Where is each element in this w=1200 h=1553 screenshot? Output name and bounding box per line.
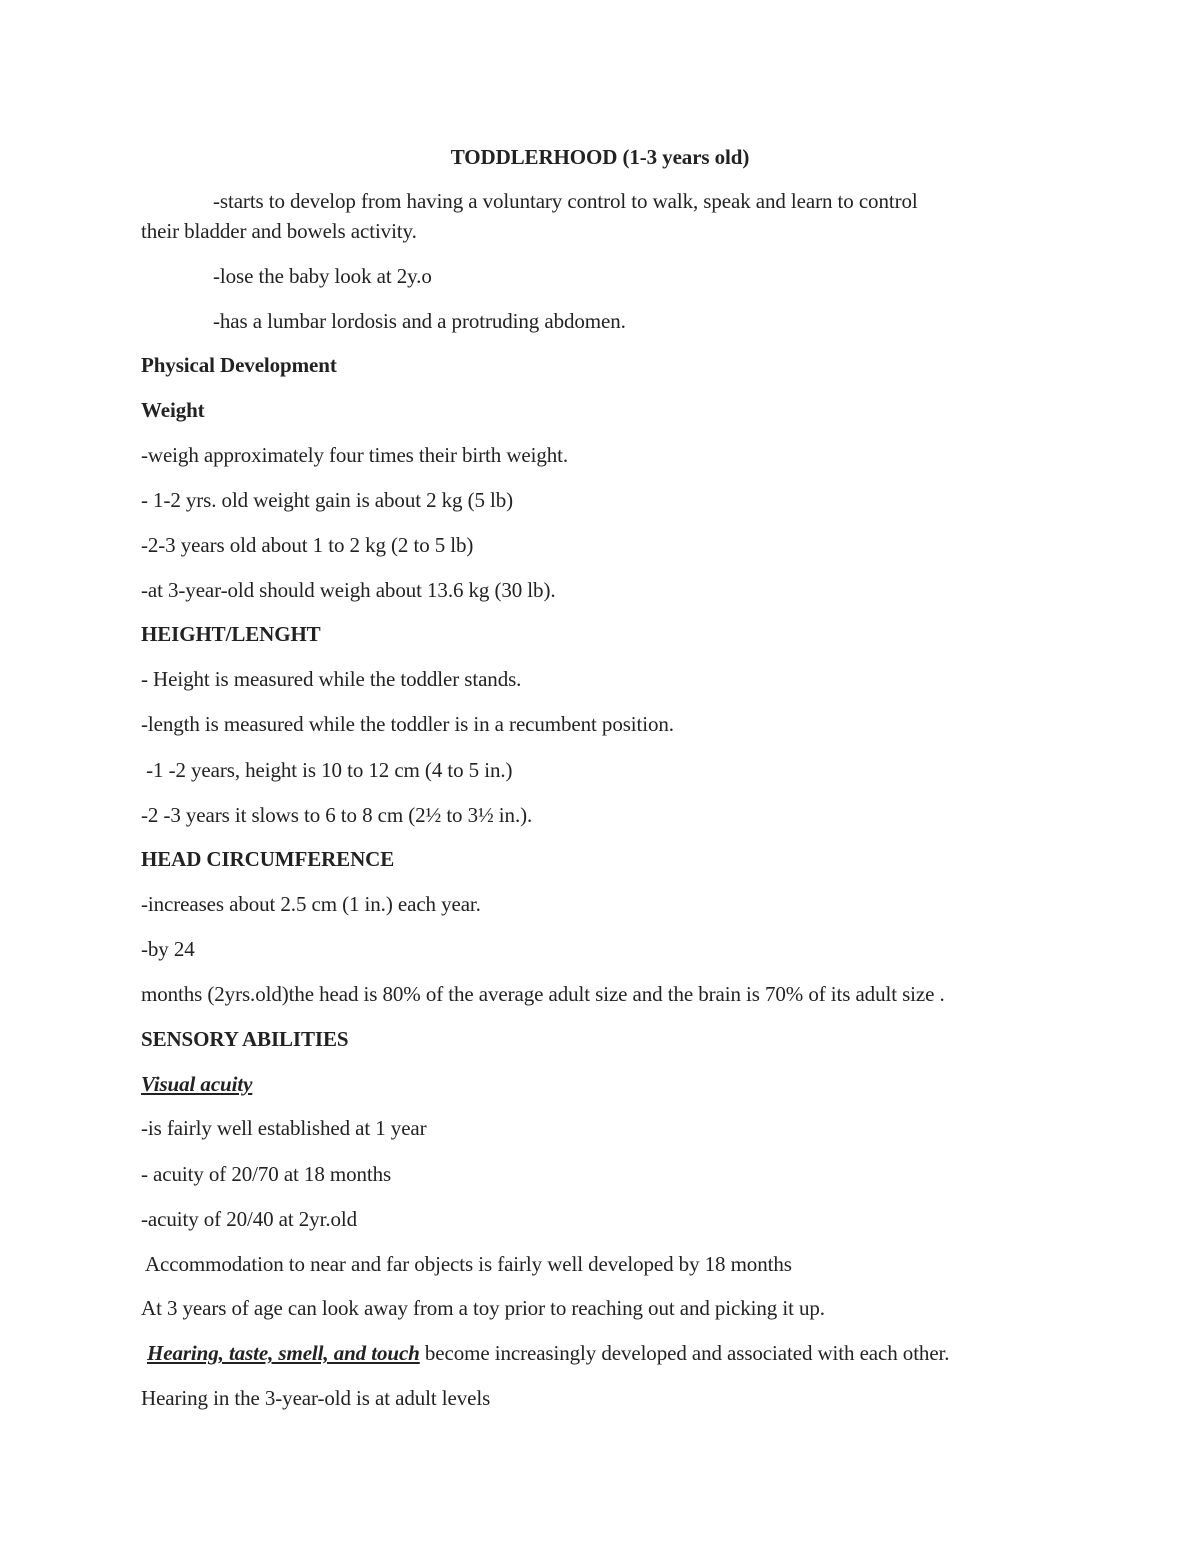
hearing-last-line: Hearing in the 3-year-old is at adult levels: [141, 1386, 491, 1410]
weight-item: - 1-2 yrs. old weight gain is about 2 kg (5 lb): [141, 488, 514, 512]
visual-acuity-heading: Visual acuity: [141, 1072, 253, 1096]
head-item: -increases about 2.5 cm (1 in.) each year.: [141, 892, 481, 916]
head-item: months (2yrs.old)the head is 80% of the average adult size and the brain is 70% of its adult size .: [141, 982, 945, 1006]
head-item: -by 24: [141, 937, 195, 961]
page-title: TODDLERHOOD (1-3 years old): [450, 145, 750, 169]
height-item: -1 -2 years, height is 10 to 12 cm (4 to 5 in.): [141, 758, 513, 782]
height-item: - Height is measured while the toddler stands.: [141, 667, 522, 691]
intro-line: -lose the baby look at 2y.o: [213, 264, 432, 288]
weight-item: -at 3-year-old should weigh about 13.6 kg (30 lb).: [141, 578, 556, 602]
visual-item: Accommodation to near and far objects is fairly well developed by 18 months: [141, 1252, 792, 1276]
physical-development-heading: Physical Development: [141, 353, 337, 377]
intro-line: their bladder and bowels activity.: [141, 219, 417, 243]
visual-item: At 3 years of age can look away from a toy prior to reaching out and picking it up.: [141, 1296, 825, 1320]
visual-item: - acuity of 20/70 at 18 months: [141, 1162, 392, 1186]
intro-line: -starts to develop from having a voluntary control to walk, speak and learn to control: [213, 189, 918, 213]
visual-item: -acuity of 20/40 at 2yr.old: [141, 1207, 358, 1231]
height-heading: HEIGHT/LENGHT: [141, 622, 321, 646]
sensory-abilities-heading: SENSORY ABILITIES: [141, 1027, 349, 1051]
head-circumference-heading: HEAD CIRCUMFERENCE: [141, 847, 395, 871]
hearing-paragraph: [147, 1340, 949, 1366]
hearing-continuation: become increasingly developed and associated with each other.: [419, 1341, 950, 1365]
weight-item: -weigh approximately four times their birth weight.: [141, 443, 569, 467]
weight-heading: Weight: [141, 398, 205, 422]
height-item: -2 -3 years it slows to 6 to 8 cm (2½ to 3½ in.).: [141, 803, 533, 827]
visual-item: -is fairly well established at 1 year: [141, 1116, 427, 1140]
height-item: -length is measured while the toddler is in a recumbent position.: [141, 712, 674, 736]
hearing-heading: Hearing, taste, smell, and touch: [147, 1341, 420, 1365]
intro-line: -has a lumbar lordosis and a protruding abdomen.: [213, 309, 626, 333]
weight-item: -2-3 years old about 1 to 2 kg (2 to 5 lb): [141, 533, 474, 557]
